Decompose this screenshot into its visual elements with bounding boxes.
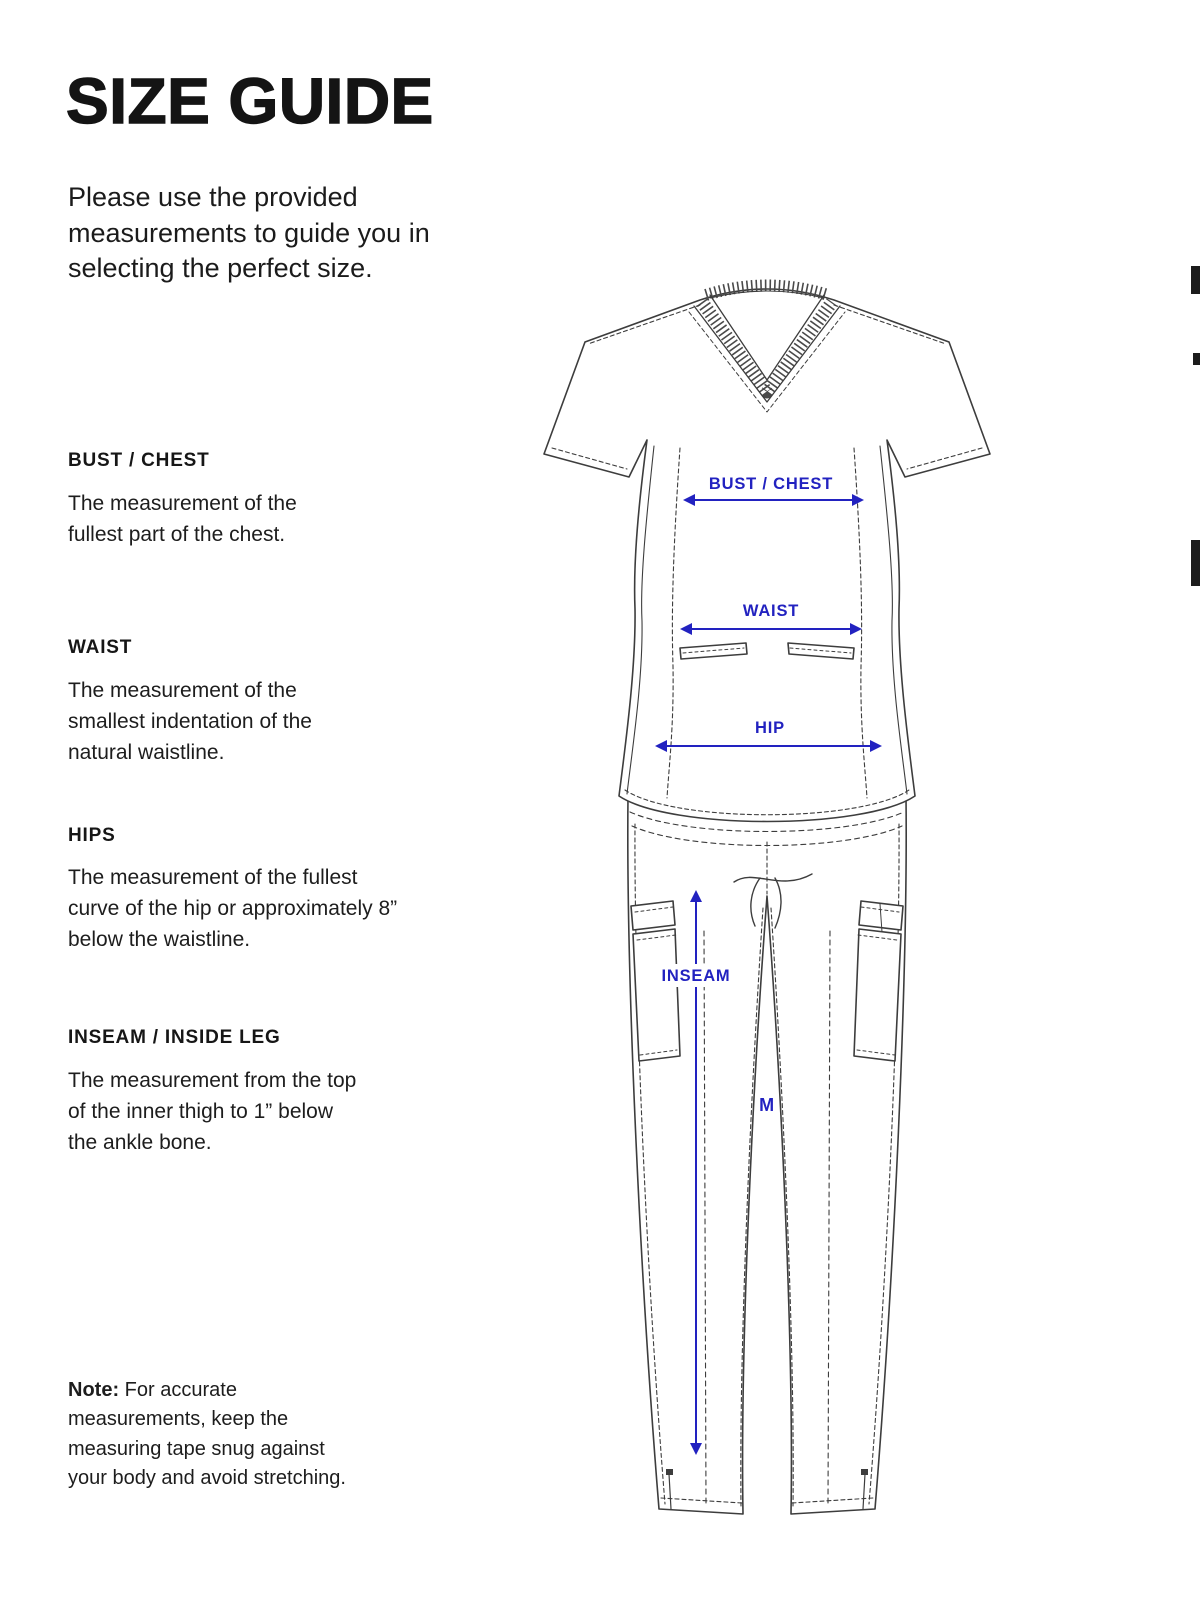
section-body-hips: The measurement of the fullest curve of the hip or approximately 8” below the waistline. xyxy=(68,866,398,952)
bust-label: BUST / CHEST xyxy=(708,475,834,493)
intro-text: Please use the provided measurements to guide you in selecting the perfect size. xyxy=(68,182,430,284)
section-body-inseam: The measurement from the top of the inner thigh to 1” below the ankle bone. xyxy=(68,1069,357,1155)
section-heading-waist: WAIST xyxy=(68,637,133,658)
section-heading-inseam: INSEAM / INSIDE LEG xyxy=(68,1027,281,1048)
page-title: SIZE GUIDE xyxy=(66,65,434,137)
section-heading-bust: BUST / CHEST xyxy=(68,450,210,471)
section-body-waist: The measurement of the smallest indentation of the natural waistline. xyxy=(68,679,312,765)
scrub-pants-illustration xyxy=(628,796,906,1514)
page-edge-artifact xyxy=(1193,353,1200,365)
note-body: For accurate measurements, keep the measuring tape snug against your body and avoid stretching. xyxy=(68,1379,346,1490)
note-label: Note: xyxy=(68,1379,120,1401)
hip-label: HIP xyxy=(755,719,785,737)
page-edge-artifact xyxy=(1191,266,1200,294)
right-cargo-pocket xyxy=(854,901,903,1061)
size-marker-label: M xyxy=(759,1095,775,1115)
section-body-bust: The measurement of the fullest part of the chest. xyxy=(68,492,297,547)
scrub-top-illustration xyxy=(544,286,990,822)
waist-label: WAIST xyxy=(742,602,800,620)
section-heading-hips: HIPS xyxy=(68,825,116,846)
page-edge-artifact xyxy=(1191,540,1200,586)
inseam-label: INSEAM xyxy=(661,967,731,985)
scrubs-measurement-diagram xyxy=(528,276,1002,1531)
note-text xyxy=(68,1376,358,1494)
